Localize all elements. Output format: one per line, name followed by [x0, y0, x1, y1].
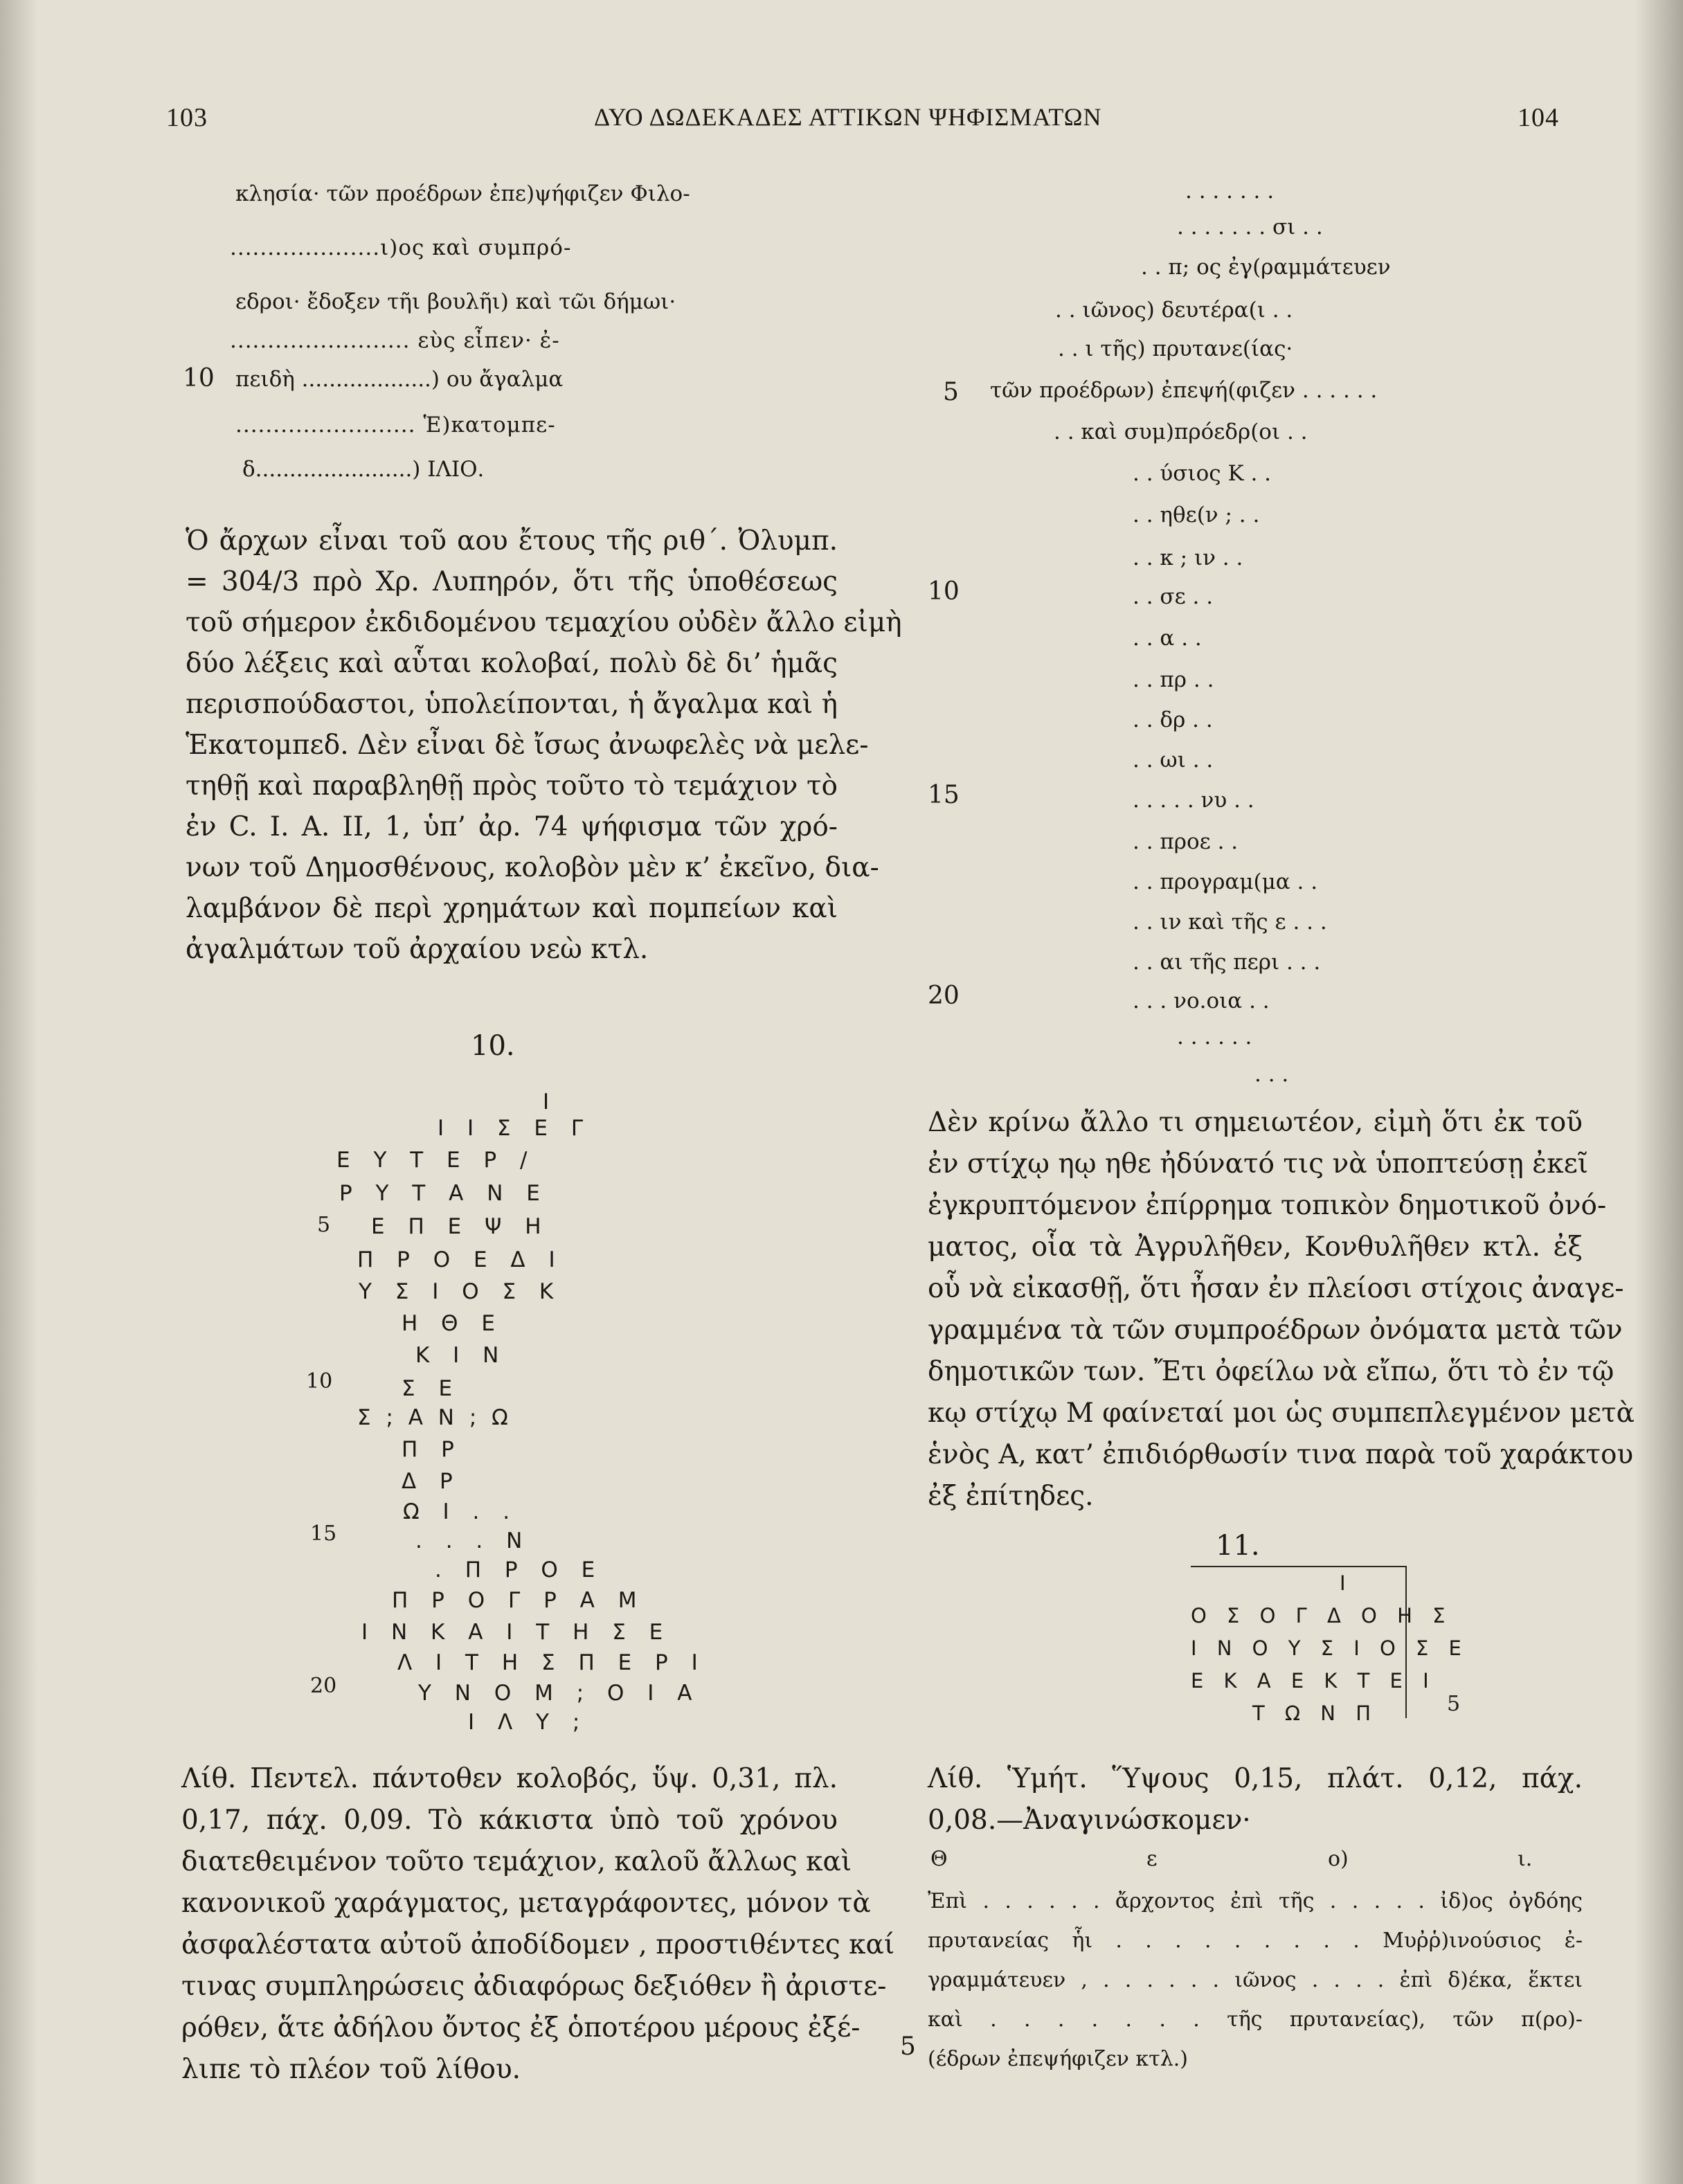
fragment-line: . . σε . . — [1133, 584, 1214, 609]
inscription-line: Ι Ν Ο Υ Σ Ι Ο Σ Ε — [1191, 1636, 1468, 1660]
fragment-line: . . π; ος ἐγ(ραμμάτευεν — [1141, 255, 1391, 280]
inscription-line: Υ Ν Ο Μ ; Ο Ι Α — [418, 1681, 701, 1706]
description-line: λιπε τὸ πλέον τοῦ λίθου. — [181, 2054, 521, 2085]
right-transcription — [928, 1881, 1583, 2079]
fragment-line: . . ιν καὶ τῆς ε . . . — [1133, 910, 1327, 935]
fragment-line: . . . . . . — [1177, 1025, 1252, 1049]
inscription-line: Σ ; Α Ν ; Ω — [357, 1405, 512, 1430]
fragment-line: . . α . . — [1133, 626, 1202, 651]
inscription-line: . . . Ν — [415, 1528, 531, 1553]
description-line: κανονικοῦ χαράγματος, μεταγράφοντες, μόνον τὰ — [181, 1888, 871, 1919]
section-heading-11: 11. — [1216, 1530, 1260, 1562]
commentary-line: τοῦ σήμερον ἐκδιδομένου τεμαχίου οὐδὲν ἄλλο εἰμὴ — [186, 607, 902, 638]
inscription-line: Π Ρ — [402, 1437, 462, 1462]
fragment-line: . . . . . . . σι . . — [1177, 215, 1323, 240]
inscription-line: Ι Ι Σ Ε Γ — [438, 1116, 592, 1141]
description-line: ρόθεν, ἅτε ἀδήλου ὄντος ἐξ ὁποτέρου μέρους ἐξέ- — [181, 2012, 861, 2043]
commentary-line: ἑνὸς Α, κατ’ ἐπιδιόρθωσίν τινα παρὰ τοῦ χαράκτου — [928, 1439, 1634, 1470]
transcription-line: Ἐπὶ . . . . . . ἄρχοντος ἐπὶ τῆς . . . . . ἰδ)ος ὀγδόης — [928, 1889, 1583, 1913]
fragment-line: . . ιῶνος) δευτέρα(ι . . — [1055, 298, 1293, 323]
commentary-line: ἐν στίχῳ ηῳ ηθε ἠδύνατό τις νὰ ὑποπτεύσῃ ἐκεῖ — [928, 1148, 1589, 1180]
inscription-line: Π Ρ Ο Γ Ρ Α Μ — [392, 1588, 645, 1613]
fragment-line: ....................ι)ος καὶ συμπρό- — [230, 235, 572, 260]
line-number: 15 — [928, 781, 960, 809]
fragment-line: . . κ ; ιν . . — [1133, 545, 1243, 570]
page-number-left: 103 — [166, 103, 208, 132]
transcription-letter: Θ — [930, 1847, 948, 1871]
left-edge-shadow — [0, 0, 38, 2184]
commentary-line: ἐγκρυπτόμενον ἐπίρρημα τοπικὸν δημοτικοῦ ὀνό- — [928, 1190, 1607, 1221]
inscription-11 — [1191, 1566, 1468, 1725]
fragment-line: . . προε . . — [1133, 829, 1239, 854]
commentary-line: ἐξ ἐπίτηδες. — [928, 1481, 1094, 1512]
commentary-line: κῳ στίχῳ Μ φαίνεταί μοι ὡς συμπεπλεγμένον μετὰ — [928, 1398, 1635, 1429]
line-number: 5 — [900, 2032, 916, 2061]
description-line: Λίθ. Ὑμήτ. Ὕψους 0,15, πλάτ. 0,12, πάχ. — [928, 1763, 1583, 1794]
fragment-line: . . δρ . . — [1133, 707, 1213, 732]
inscription-line: Λ Ι Τ Η Σ Π Ε Ρ Ι — [397, 1650, 706, 1675]
description-line: διατεθειμένον τοῦτο τεμάχιον, καλοῦ ἄλλως καὶ — [181, 1846, 852, 1877]
inscription-line: Κ Ι Ν — [415, 1343, 507, 1368]
inscription-line: Η Θ Ε — [402, 1311, 504, 1336]
commentary-line: περισπούδαστοι, ὑπολείπονται, ἡ ἄγαλμα καὶ ἡ — [186, 689, 838, 720]
inscription-line: Τ Ω Ν Π — [1252, 1702, 1378, 1725]
fragment-line: . . . — [1254, 1062, 1289, 1087]
description-line: Λίθ. Πεντελ. πάντοθεν κολοβός, ὕψ. 0,31, πλ. — [181, 1763, 838, 1794]
line-number: 5 — [943, 378, 959, 406]
transcription-letter: ι. — [1518, 1847, 1533, 1871]
description-line: 0,08.—Ἀναγινώσκομεν· — [928, 1805, 1251, 1836]
transcription-line: γραμμάτευεν , . . . . . . ιῶνος . . . . ἐπὶ δ)έκα, ἕκτει — [928, 1968, 1583, 1992]
fragment-line: κλησία· τῶν προέδρων ἐπε)ψήφιζεν Φιλο- — [235, 181, 690, 206]
fragment-line: τῶν προέδρων) ἐπεψή(φιζεν . . . . . . — [990, 378, 1378, 403]
commentary-line: ἀγαλμάτων τοῦ ἀρχαίου νεὼ κτλ. — [186, 934, 649, 965]
fragment-line: πειδὴ ...................) ου ἄγαλμα — [235, 367, 564, 392]
inscription-line: Ι — [1340, 1571, 1346, 1595]
commentary-line: Δὲν κρίνω ἄλλο τι σημειωτέον, εἰμὴ ὅτι ἐκ τοῦ — [928, 1107, 1583, 1138]
inscription-line: Ο Σ Ο Γ Δ Ο Η Σ — [1191, 1604, 1452, 1627]
line-number: 10 — [306, 1369, 333, 1393]
commentary-line: = 304/3 πρὸ Χρ. Λυπηρόν, ὅτι τῆς ὑποθέσεως — [186, 566, 838, 597]
fragment-line: . . πρ . . — [1133, 667, 1214, 692]
fragment-line: . . . νο.οια . . — [1133, 989, 1270, 1013]
left-stone-description — [181, 1758, 895, 2091]
commentary-line: Ὁ ἄρχων εἶναι τοῦ αου ἔτους τῆς ριθ΄. Ὀλυμπ. — [186, 525, 838, 557]
page-number-right: 104 — [1518, 103, 1559, 132]
description-line: τινας συμπληρώσεις ἀδιαφόρως δεξιόθεν ἢ ἀριστε- — [181, 1971, 887, 2002]
line-number: 10 — [183, 364, 215, 392]
line-number: 5 — [1447, 1692, 1461, 1716]
running-title: ΔΥΟ ΔΩΔΕΚΑΔΕΣ ΑΤΤΙΚΩΝ ΨΗΦΙΣΜΑΤΩΝ — [594, 103, 1102, 131]
transcription-line: πρυτανείας ἧι . . . . . . . . . Μυῤῥ)ινούσιος ἐ- — [928, 1929, 1583, 1953]
line-number: 5 — [317, 1213, 331, 1237]
inscription-line: Ε Υ Τ Ε Ρ / — [336, 1148, 536, 1173]
inscription-line: Ι — [543, 1090, 558, 1114]
line-number: 15 — [310, 1522, 337, 1546]
fragment-line: . . καὶ συμ)πρόεδρ(οι . . — [1054, 419, 1308, 444]
commentary-line: Ἑκατομπεδ. Δὲν εἶναι δὲ ἴσως ἀνωφελὲς νὰ μελε- — [186, 730, 869, 761]
transcription-letter: ο) — [1328, 1847, 1349, 1871]
commentary-line: δημοτικῶν των. Ἔτι ὀφείλω νὰ εἴπω, ὅτι τὸ ἐν τῷ — [928, 1356, 1614, 1387]
commentary-line: τηθῇ καὶ παραβληθῇ πρὸς τοῦτο τὸ τεμάχιον τὸ — [186, 770, 838, 802]
description-line: ἀσφαλέστατα αὐτοῦ ἀποδίδομεν , προστιθέντες καί — [181, 1929, 895, 1960]
fragment-line: δ.......................) ΙΛΙΟ. — [242, 457, 485, 482]
fragment-line: . . αι τῆς περι . . . — [1133, 950, 1321, 975]
inscription-line: Ε Π Ε Ψ Η — [371, 1214, 550, 1239]
fragment-line: ........................ εὺς εἶπεν· ἐ- — [230, 328, 560, 353]
inscription-line: Π Ρ Ο Ε Δ Ι — [357, 1247, 564, 1272]
transcription-line: καὶ . . . . . . . τῆς πρυτανείας), τῶν π(ρο)- — [928, 2007, 1583, 2032]
inscription-line: Δ Ρ — [402, 1469, 461, 1494]
commentary-line: δύο λέξεις καὶ αὗται κολοβαί, πολὺ δὲ δι’ ἡμᾶς — [186, 648, 838, 679]
right-edge-shadow — [1635, 0, 1683, 2184]
commentary-line: οὗ νὰ εἰκασθῇ, ὅτι ἦσαν ἐν πλείοσι στίχοις ἀναγε- — [928, 1273, 1624, 1304]
fragment-line: . . προγραμ(μα . . — [1133, 869, 1318, 894]
commentary-line: γραμμένα τὰ τῶν συμπροέδρων ὀνόματα μετὰ τῶν — [928, 1315, 1623, 1346]
commentary-line: νων τοῦ Δημοσθένους, κολοβὸν μὲν κ’ ἐκεῖνο, δια- — [186, 852, 879, 883]
transcription-letter: ε — [1146, 1847, 1158, 1871]
commentary-line: ματος, οἷα τὰ Ἀγρυλῆθεν, Κονθυλῆθεν κτλ. ἐξ — [928, 1231, 1583, 1263]
description-line: 0,17, πάχ. 0,09. Τὸ κάκιστα ὑπὸ τοῦ χρόνου — [181, 1805, 838, 1836]
inscription-line: Σ Ε — [402, 1376, 461, 1401]
left-commentary — [186, 521, 902, 970]
transcription-line: (έδρων ἐπεψήφιζεν κτλ.) — [928, 2047, 1188, 2071]
fragment-line: . . ι τῆς) πρυτανε(ίας· — [1058, 336, 1293, 361]
fragment-line: . . ωι . . — [1133, 748, 1214, 773]
inscription-line: Ι Λ Υ ; — [468, 1710, 588, 1735]
inscription-line: Ε Κ Α Ε Κ Τ Ε Ι — [1191, 1669, 1436, 1693]
inscription-line: . Π Ρ Ο Ε — [435, 1558, 604, 1582]
inscription-line: Υ Σ Ι Ο Σ Κ — [359, 1279, 562, 1304]
commentary-line: ἐν C. I. A. II, 1, ὑπ’ ἀρ. 74 ψήφισμα τῶν χρό- — [186, 811, 838, 842]
fragment-line: . . . . . νυ . . — [1133, 788, 1254, 813]
section-heading-10: 10. — [471, 1030, 515, 1062]
inscription-line: Ω Ι . . — [403, 1499, 519, 1524]
inscription-line: Ι Ν Κ Α Ι Τ Η Σ Ε — [361, 1620, 672, 1645]
fragment-line: . . . . . . . — [1185, 179, 1275, 204]
commentary-line: λαμβάνον δὲ περὶ χρημάτων καὶ πομπείων καὶ — [186, 893, 838, 924]
inscription-line: Ρ Υ Τ Α Ν Ε — [339, 1181, 548, 1206]
right-stone-description — [928, 1758, 1583, 1841]
line-number: 20 — [310, 1674, 337, 1698]
line-number: 10 — [928, 577, 960, 606]
fragment-line: εδροι· ἔδοξεν τῆι βουλῆι) καὶ τῶι δήμωι· — [235, 289, 676, 314]
right-commentary — [928, 1102, 1635, 1517]
line-number: 20 — [928, 982, 960, 1010]
fragment-line: ........................ Ἑ)κατομπε- — [235, 413, 556, 437]
fragment-line: . . ηθε(ν ; . . — [1133, 503, 1260, 527]
fragment-line: . . ύσιος Κ . . — [1133, 461, 1272, 486]
